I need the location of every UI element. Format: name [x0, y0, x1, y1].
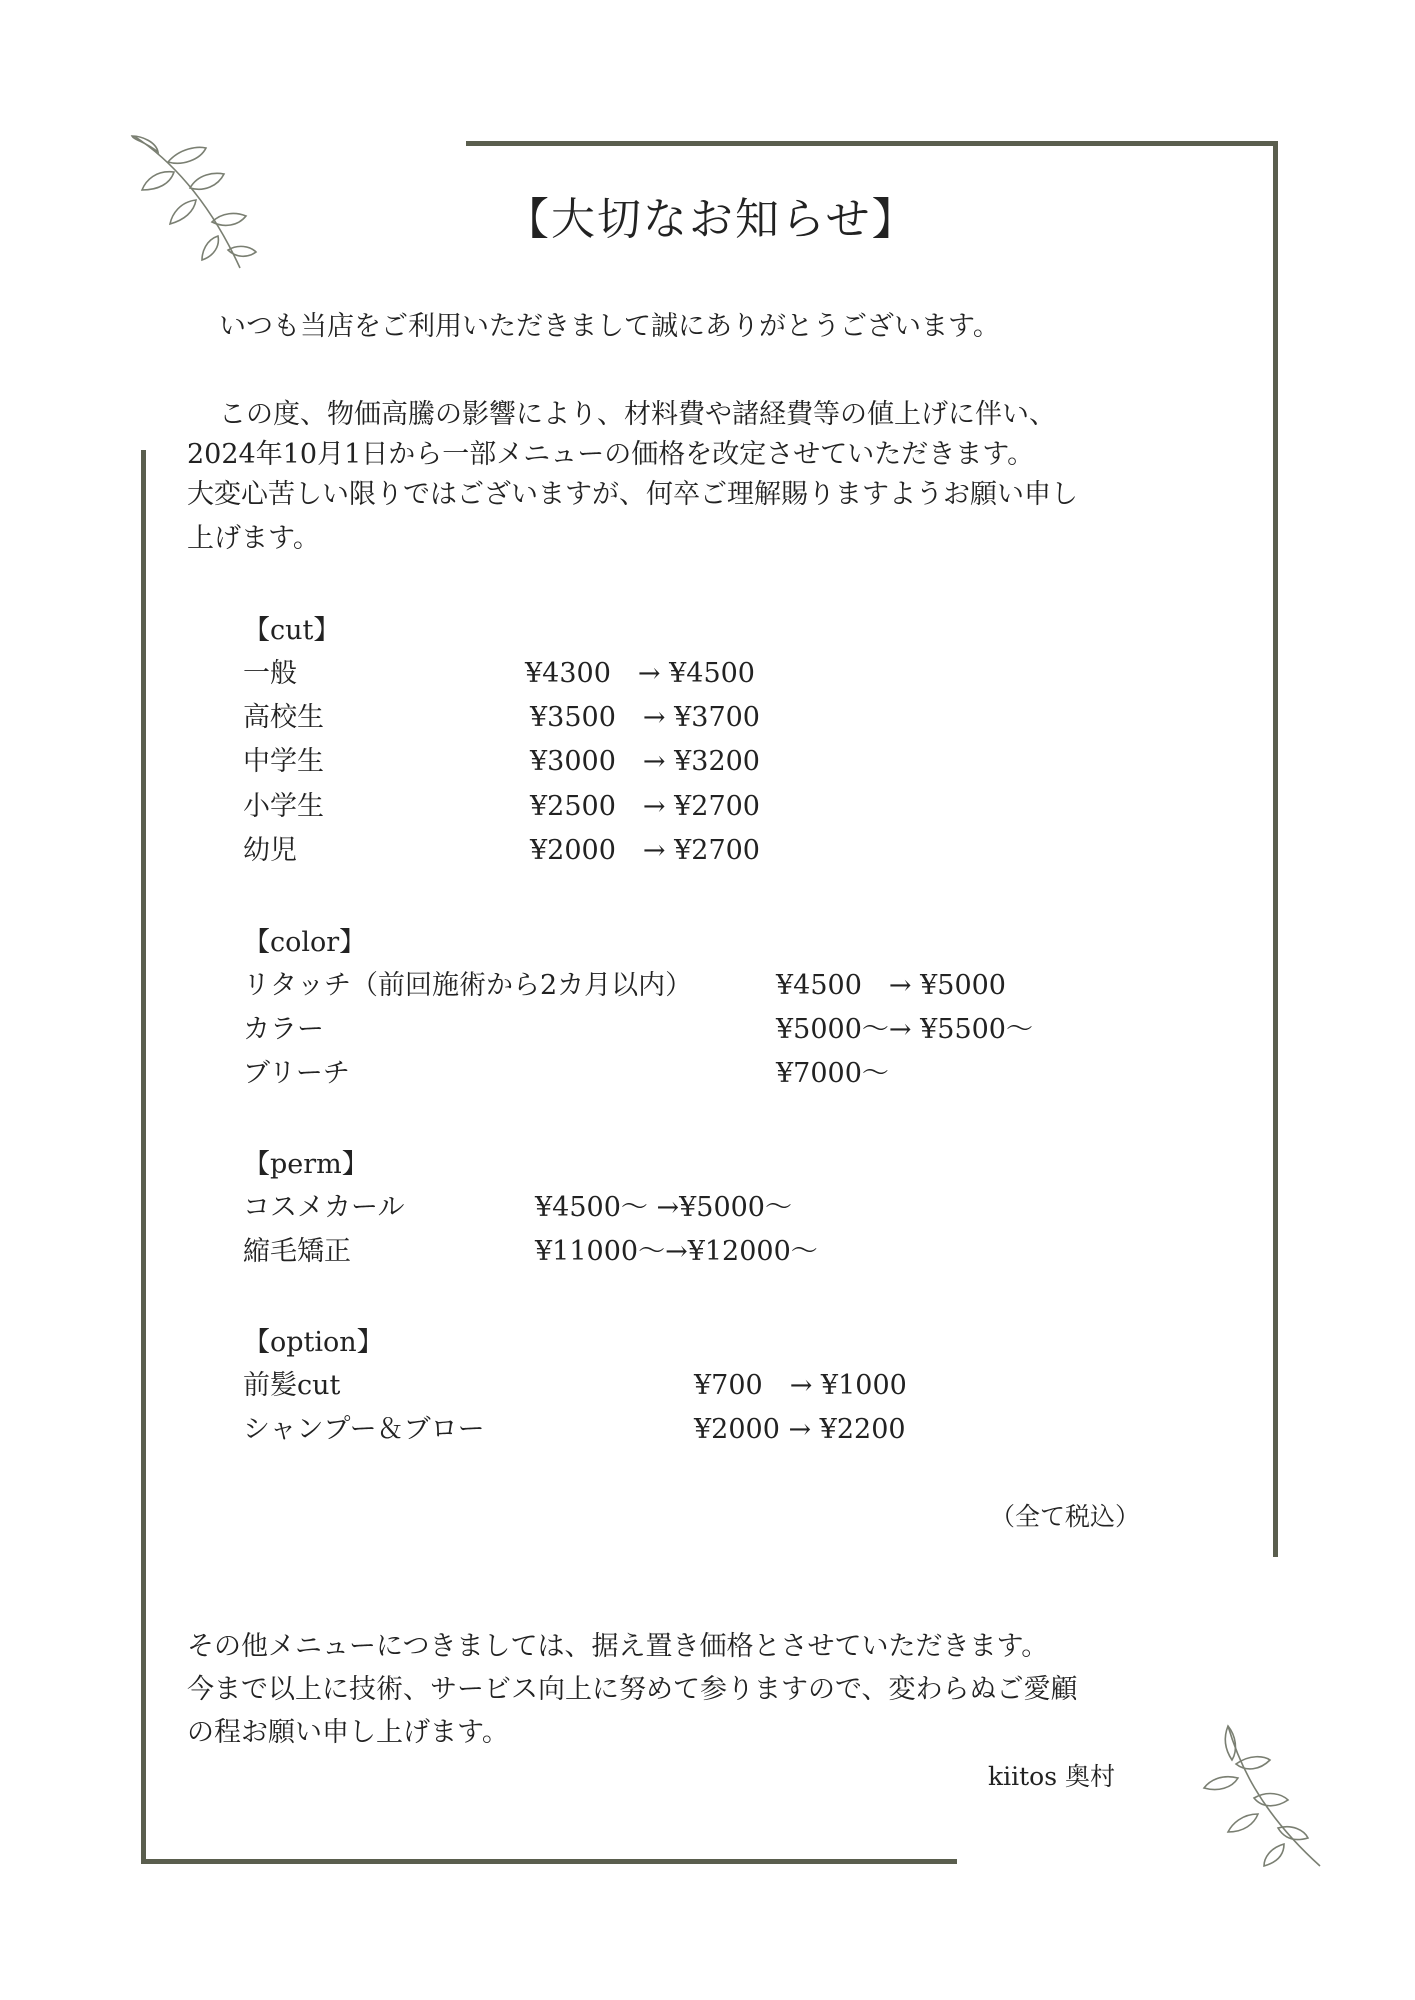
menu-item-name: 小学生: [243, 791, 324, 822]
menu-item-price: ¥2000 → ¥2700: [530, 835, 760, 866]
signature: kiitos 奥村: [988, 1762, 1116, 1791]
section-header-cut: 【cut】: [243, 615, 341, 646]
menu-item-price: ¥3500 → ¥3700: [530, 702, 760, 733]
intro-line: 上げます。: [187, 523, 320, 554]
menu-item-price: ¥7000～: [776, 1058, 889, 1089]
menu-item-price: ¥11000～→¥12000～: [535, 1236, 818, 1267]
menu-item-price: ¥5000～→ ¥5500～: [776, 1014, 1033, 1045]
intro-line: 2024年10月1日から一部メニューの価格を改定させていただきます。: [187, 439, 1035, 470]
menu-item-name: コスメカール: [243, 1192, 405, 1223]
menu-item-price: ¥2500 → ¥2700: [530, 791, 760, 822]
section-header-perm: 【perm】: [243, 1149, 369, 1180]
menu-item-name: 幼児: [243, 835, 297, 866]
menu-item-price: ¥4300 → ¥4500: [525, 658, 755, 689]
menu-item-price: ¥700 → ¥1000: [694, 1370, 907, 1401]
section-header-option: 【option】: [243, 1327, 384, 1358]
menu-item-price: ¥2000 → ¥2200: [694, 1414, 906, 1445]
intro-line: いつも当店をご利用いただきまして誠にありがとうございます。: [219, 311, 1000, 342]
frame-bottom-line: [141, 1859, 957, 1864]
menu-item-name: 中学生: [243, 746, 324, 777]
menu-item-name: 一般: [243, 658, 297, 689]
closing-line: の程お願い申し上げます。: [187, 1717, 509, 1748]
menu-item-name: リタッチ（前回施術から2カ月以内）: [243, 970, 693, 1001]
intro-line: この度、物価高騰の影響により、材料費や諸経費等の値上げに伴い、: [219, 399, 1056, 430]
menu-item-price: ¥4500 → ¥5000: [776, 970, 1006, 1001]
menu-item-name: 前髪cut: [243, 1370, 341, 1401]
menu-item-name: 高校生: [243, 702, 324, 733]
menu-item-price: ¥3000 → ¥3200: [530, 746, 760, 777]
intro-line: 大変心苦しい限りではございますが、何卒ご理解賜りますようお願い申し: [187, 479, 1078, 510]
tax-note: （全て税込）: [990, 1502, 1141, 1531]
closing-line: その他メニューにつきましては、据え置き価格とさせていただきます。: [187, 1631, 1049, 1662]
menu-item-name: 縮毛矯正: [243, 1236, 351, 1267]
menu-item-name: カラー: [243, 1014, 324, 1045]
section-header-color: 【color】: [243, 927, 367, 958]
frame-top-line: [466, 141, 1278, 146]
frame-right-line: [1273, 141, 1278, 1557]
closing-line: 今まで以上に技術、サービス向上に努めて参りますので、変わらぬご愛顧: [187, 1674, 1078, 1705]
page-title: 【大切なお知らせ】: [505, 194, 918, 245]
leaf-branch-icon-bottom-right: [1188, 1720, 1328, 1870]
menu-item-price: ¥4500～ →¥5000～: [535, 1192, 792, 1223]
frame-left-line: [141, 450, 146, 1864]
menu-item-name: シャンプー＆ブロー: [243, 1414, 485, 1445]
menu-item-name: ブリーチ: [243, 1058, 350, 1089]
leaf-branch-icon-top-left: [128, 128, 268, 276]
